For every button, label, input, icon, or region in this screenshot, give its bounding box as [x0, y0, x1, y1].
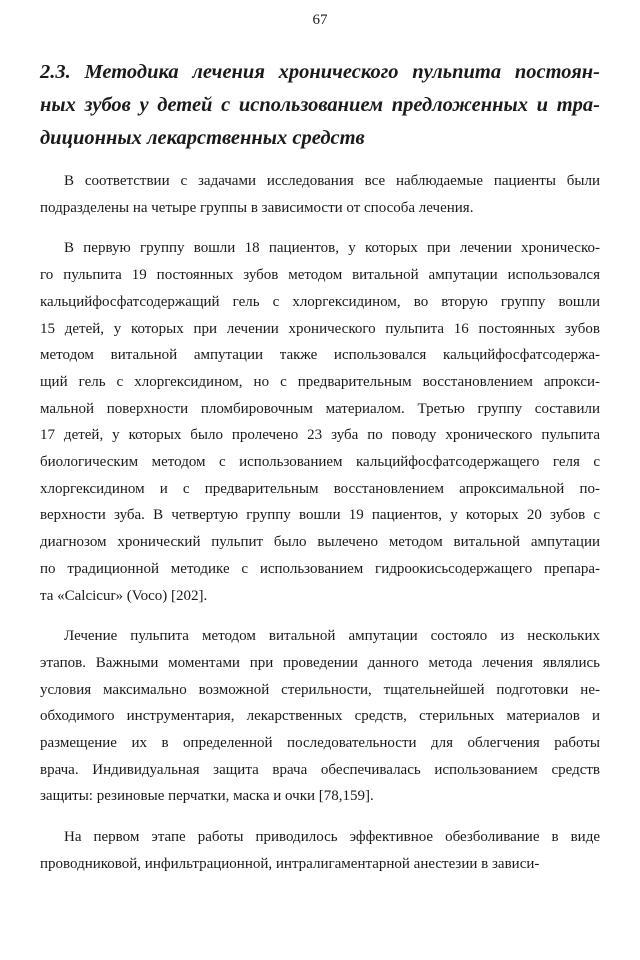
text-line: размещение их в определенной последовательности для облегчения работы [40, 735, 600, 752]
text-line: мальной поверхности пломбировочным материалом. Третью группу составили [40, 400, 600, 417]
text-line: 17 детей, у которых было пролечено 23 зуба по поводу хронического пульпита [40, 427, 600, 444]
text-line: по традиционной методике с использованием гидроокисьсодержащего препара- [40, 560, 600, 577]
text-line: диагнозом хронический пульпит было вылечено методом витальной ампутации [40, 534, 600, 551]
heading-line: ных зубов у детей с использованием предложенных и тра- [40, 94, 600, 116]
text-line: В соответствии с задачами исследования все наблюдаемые пациенты были [64, 173, 600, 189]
page-number: 67 [312, 12, 328, 28]
body-text [40, 168, 600, 878]
text-line: та «Calcicur» (Voco) [202]. [40, 587, 208, 604]
paragraph [40, 824, 600, 877]
text-line: врача. Индивидуальная защита врача обеспечивалась использованием средств [40, 761, 600, 778]
paragraph [40, 623, 600, 810]
text-line: Лечение пульпита методом витальной ампутации состояло из нескольких [64, 628, 600, 645]
text-line: верхности зуба. В четвертую группу вошли 19 пациентов, у которых 20 зубов с [40, 507, 600, 524]
heading-line: 2.3. Методика лечения хронического пульпита постоян- [40, 61, 600, 83]
text-line: проводниковой, инфильтрационной, интралигаментарной анестезии в зависи- [40, 855, 540, 872]
text-line: хлоргексидином и с предварительным восстановлением апроксимальной по- [40, 480, 600, 497]
text-line: методом витальной ампутации также использовался кальцийфосфатсодержа- [40, 347, 600, 364]
paragraph [40, 168, 600, 221]
text-line: На первом этапе работы приводилось эффективное обезболивание в виде [64, 829, 600, 846]
heading-line: диционных лекарственных средств [40, 127, 365, 149]
text-line: В первую группу вошли 18 пациентов, у которых при лечении хроническо- [64, 240, 600, 257]
text-line: обходимого инструментария, лекарственных средств, стерильных материалов и [40, 708, 600, 725]
text-line: условия максимально возможной стерильности, тщательнейшей подготовки не- [40, 681, 600, 698]
section-heading [40, 56, 600, 155]
text-line: 15 детей, у которых при лечении хронического пульпита 16 постоянных зубов [40, 320, 600, 337]
text-line: биологическим методом с использованием кальцийфосфатсодержащего геля с [40, 454, 600, 471]
text-line: защиты: резиновые перчатки, маска и очки [78,159]. [40, 788, 374, 805]
text-line: этапов. Важными моментами при проведении данного метода лечения являлись [40, 654, 600, 671]
text-line: кальцийфосфатсодержащий гель с хлоргексидином, во вторую группу вошли [40, 293, 600, 310]
paragraph [40, 235, 600, 609]
text-line: подразделены на четыре группы в зависимости от способа лечения. [40, 199, 474, 216]
text-line: щий гель с хлоргексидином, но с предварительным восстановлением апрокси- [40, 373, 600, 390]
text-line: го пульпита 19 постоянных зубов методом витальной ампутации использовался [40, 267, 600, 284]
